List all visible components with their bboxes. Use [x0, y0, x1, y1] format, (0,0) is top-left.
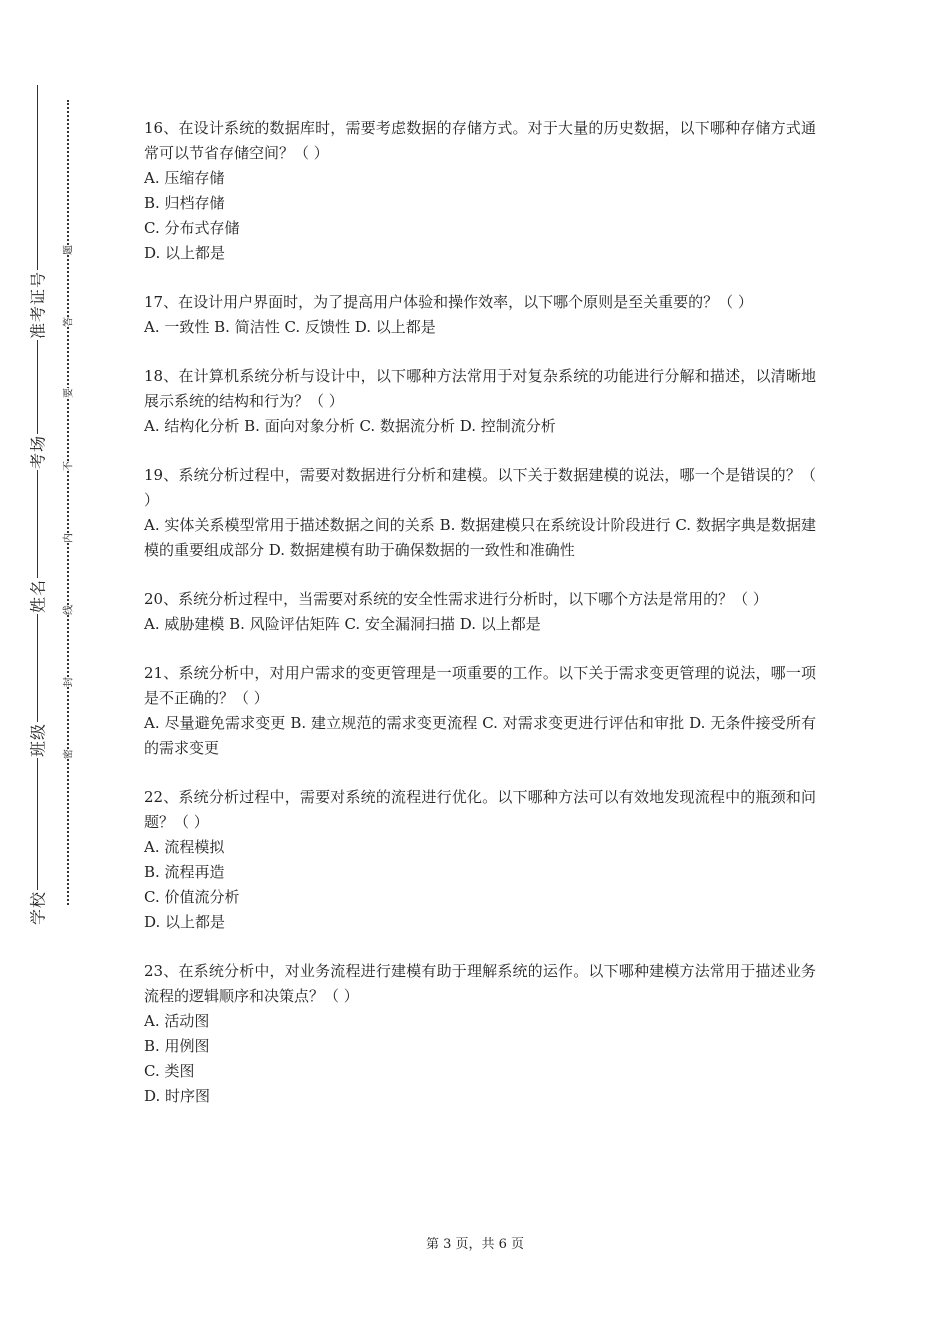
seal-char: 内 [59, 533, 76, 543]
option-d: D. 以上都是 [144, 244, 226, 262]
option-d: D. 时序图 [144, 1087, 211, 1105]
question-list [144, 116, 816, 1133]
option-a: A. 流程模拟 [144, 838, 225, 856]
seal-char: 不 [59, 461, 76, 471]
options-inline: A. 实体关系模型常用于描述数据之间的关系 B. 数据建模只在系统设计阶段进行 C. 数据字典是数据建模的重要组成部分 D. 数据建模有助于确保数据的一致性和准确性 [144, 516, 816, 559]
question-text: 20、系统分析过程中，当需要对系统的安全性需求进行分析时，以下哪个方法是常用的？（ ） [144, 590, 768, 608]
question-22 [144, 785, 816, 935]
page-number: 第 3 页，共 6 页 [425, 1237, 525, 1252]
question-21 [144, 661, 816, 761]
question-19 [144, 463, 816, 563]
options-inline: A. 尽量避免需求变更 B. 建立规范的需求变更流程 C. 对需求变更进行评估和审批 D. 无条件接受所有的需求变更 [144, 714, 816, 757]
label-exam-number: 准考证号 [24, 270, 51, 340]
seal-char: 密 [59, 749, 76, 759]
label-school: 学校 [24, 890, 51, 926]
question-text: 16、在设计系统的数据库时，需要考虑数据的存储方式。对于大量的历史数据，以下哪种存储方式通常可以节省存储空间？（ ） [144, 119, 816, 162]
seal-char: 要 [59, 388, 76, 398]
question-16 [144, 116, 816, 266]
question-text: 23、在系统分析中，对业务流程进行建模有助于理解系统的运作。以下哪种建模方法常用于描述业务流程的逻辑顺序和决策点？（ ） [144, 962, 816, 1005]
label-exam-room: 考场 [24, 434, 51, 470]
question-20 [144, 587, 816, 637]
option-c: C. 价值流分析 [144, 888, 240, 906]
binding-margin [0, 0, 90, 1344]
seal-char: 线 [59, 605, 76, 615]
option-b: B. 用例图 [144, 1037, 210, 1055]
option-d: D. 以上都是 [144, 913, 226, 931]
option-b: B. 流程再造 [144, 863, 225, 881]
options-inline: A. 结构化分析 B. 面向对象分析 C. 数据流分析 D. 控制流分析 [144, 417, 556, 435]
question-text: 19、系统分析过程中，需要对数据进行分析和建模。以下关于数据建模的说法，哪一个是错误的？（ ） [144, 466, 816, 509]
binding-dotted-line [67, 100, 69, 905]
label-class: 班级 [24, 722, 51, 758]
binding-solid-line [37, 85, 38, 915]
option-b: B. 归档存储 [144, 194, 225, 212]
seal-char: 答 [59, 317, 76, 327]
label-name: 姓名 [24, 578, 51, 614]
option-a: A. 活动图 [144, 1012, 210, 1030]
seal-char: 封 [59, 677, 76, 687]
options-inline: A. 威胁建模 B. 风险评估矩阵 C. 安全漏洞扫描 D. 以上都是 [144, 615, 541, 633]
question-text: 22、系统分析过程中，需要对系统的流程进行优化。以下哪种方法可以有效地发现流程中的瓶颈和问题？（ ） [144, 788, 816, 831]
question-text: 21、系统分析中，对用户需求的变更管理是一项重要的工作。以下关于需求变更管理的说法，哪一项是不正确的？（ ） [144, 664, 816, 707]
option-c: C. 分布式存储 [144, 219, 240, 237]
option-c: C. 类图 [144, 1062, 195, 1080]
seal-char: 题 [59, 245, 76, 255]
question-18 [144, 364, 816, 439]
question-17 [144, 290, 816, 340]
question-23 [144, 959, 816, 1109]
question-text: 17、在设计用户界面时，为了提高用户体验和操作效率，以下哪个原则是至关重要的？（ ） [144, 293, 753, 311]
options-inline: A. 一致性 B. 简洁性 C. 反馈性 D. 以上都是 [144, 318, 436, 336]
question-text: 18、在计算机系统分析与设计中，以下哪种方法常用于对复杂系统的功能进行分解和描述，以清晰地展示系统的结构和行为？（ ） [144, 367, 816, 410]
option-a: A. 压缩存储 [144, 169, 225, 187]
